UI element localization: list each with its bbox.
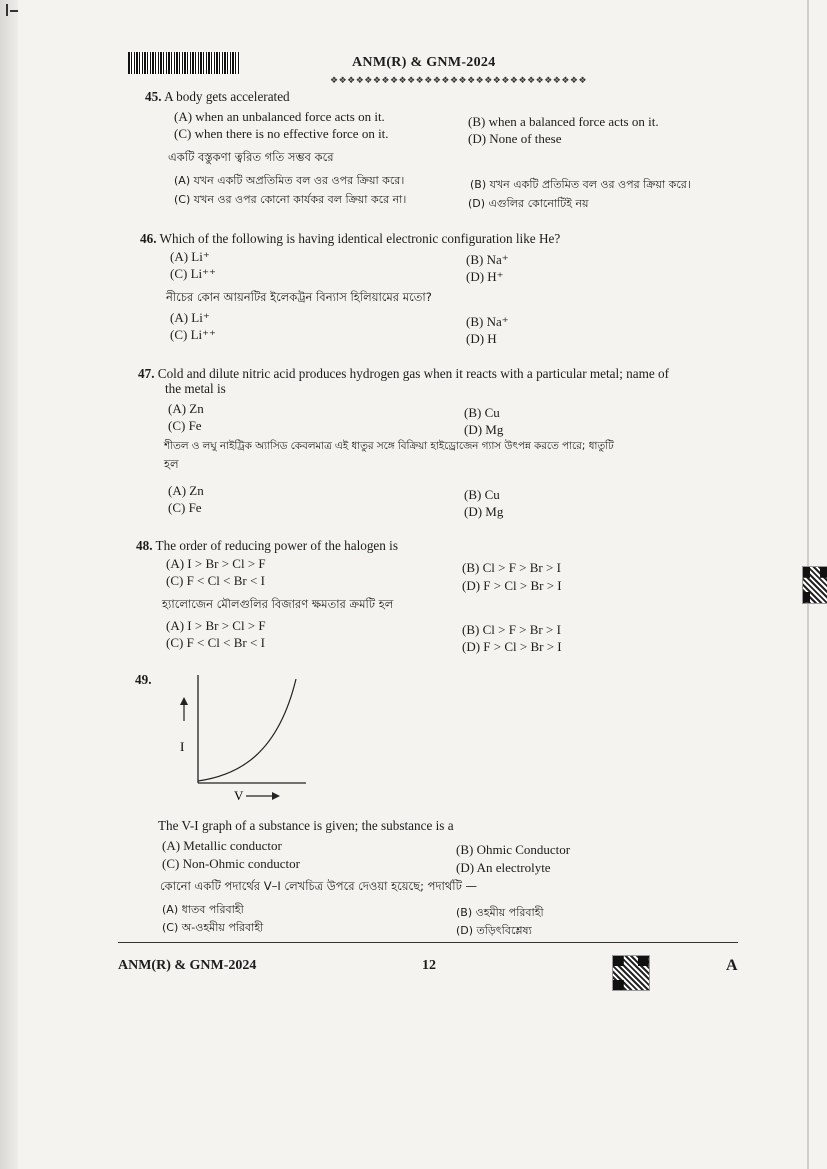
q45-bengali-option-c: (C) যখন ওর ওপর কোনো কার্যকর বল ক্রিয়া করে না। bbox=[174, 193, 407, 206]
q45-bengali-text: একটি বস্তুকণা ত্বরিত গতি সম্ভব করে bbox=[168, 150, 334, 164]
q49-bengali-text: কোনো একটি পদার্থের V–I লেখচিত্র উপরে দেওয়া হয়েছে; পদার্থটি — bbox=[160, 879, 478, 893]
q45-option-b: (B) when a balanced force acts on it. bbox=[468, 114, 659, 129]
q45-bengali-option-a: (A) যখন একটি অপ্রতিমিত বল ওর ওপর ক্রিয়া করে। bbox=[174, 174, 405, 187]
q47-option-d: (D) Mg bbox=[464, 422, 504, 437]
q46-option-d: (D) H⁺ bbox=[466, 269, 504, 284]
q48-option-c: (C) F < Cl < Br < I bbox=[166, 573, 265, 588]
q49-option-d: (D) An electrolyte bbox=[456, 860, 551, 875]
question-45 bbox=[145, 88, 290, 105]
header-ornament: ❖❖❖❖❖❖❖❖❖❖❖❖❖❖❖❖❖❖❖❖❖❖❖❖❖❖❖❖❖❖ bbox=[330, 75, 588, 85]
q48-bengali-option-d: (D) F > Cl > Br > I bbox=[462, 639, 562, 654]
y-arrow-head-icon bbox=[180, 697, 188, 705]
q48-bengali-option-b: (B) Cl > F > Br > I bbox=[462, 622, 561, 637]
q49-bengali-option-c: (C) অ-ওহমীয় পরিবাহী bbox=[162, 921, 264, 934]
q46-option-b: (B) Na⁺ bbox=[466, 252, 509, 267]
graph-y-label: I bbox=[180, 739, 185, 754]
q46-option-a: (A) Li⁺ bbox=[170, 249, 210, 264]
q49-option-a: (A) Metallic conductor bbox=[162, 838, 282, 853]
q46-option-c: (C) Li⁺⁺ bbox=[170, 266, 216, 281]
footer-exam-name: ANM(R) & GNM-2024 bbox=[118, 958, 257, 973]
q47-bengali-text-continued: হল bbox=[164, 457, 179, 471]
footer-set-code: A bbox=[726, 957, 738, 974]
side-qr-code bbox=[802, 566, 827, 604]
q45-bengali-option-d: (D) এগুলির কোনোটিই নয় bbox=[468, 197, 589, 210]
page-header-title: ANM(R) & GNM-2024 bbox=[352, 55, 496, 70]
q45-bengali-option-b: (B) যখন একটি প্রতিমিত বল ওর ওপর ক্রিয়া করে। bbox=[470, 178, 691, 191]
graph-x-label: V bbox=[234, 788, 244, 803]
q46-bengali-option-b: (B) Na⁺ bbox=[466, 314, 509, 329]
q47-option-b: (B) Cu bbox=[464, 405, 500, 420]
question-49-number: 49. bbox=[135, 672, 152, 687]
question-47-continued: the metal is bbox=[165, 381, 226, 396]
q48-bengali-option-c: (C) F < Cl < Br < I bbox=[166, 635, 265, 650]
q46-bengali-option-c: (C) Li⁺⁺ bbox=[170, 327, 216, 342]
scan-corner-mark bbox=[10, 10, 18, 12]
question-number: 45. bbox=[145, 89, 162, 104]
q47-option-a: (A) Zn bbox=[168, 401, 204, 416]
question-text: The order of reducing power of the halogen is bbox=[155, 538, 398, 553]
q46-bengali-text: নীচের কোন আয়নটির ইলেকট্রন বিন্যাস হিলিয়ামের মতো? bbox=[166, 290, 432, 304]
question-46 bbox=[140, 230, 560, 247]
question-number: 48. bbox=[136, 538, 153, 553]
q45-option-c: (C) when there is no effective force on it. bbox=[174, 126, 389, 141]
q47-bengali-option-d: (D) Mg bbox=[464, 504, 504, 519]
footer-qr-code bbox=[612, 955, 650, 991]
question-number: 46. bbox=[140, 231, 157, 246]
q48-option-d: (D) F > Cl > Br > I bbox=[462, 578, 562, 593]
question-text: A body gets accelerated bbox=[164, 89, 290, 104]
scan-corner-mark bbox=[6, 4, 8, 16]
v-i-graph bbox=[170, 665, 310, 805]
footer-page-number: 12 bbox=[422, 958, 436, 973]
question-text: Cold and dilute nitric acid produces hydrogen gas when it reacts with a particular metal; name of bbox=[157, 366, 669, 381]
question-text: Which of the following is having identical electronic configuration like He? bbox=[159, 231, 561, 246]
q45-option-d: (D) None of these bbox=[468, 131, 562, 146]
q47-bengali-option-c: (C) Fe bbox=[168, 500, 202, 515]
question-number: 47. bbox=[138, 366, 155, 381]
q45-option-a: (A) when an unbalanced force acts on it. bbox=[174, 109, 385, 124]
q49-bengali-option-b: (B) ওহমীয় পরিবাহী bbox=[456, 906, 544, 919]
q47-option-c: (C) Fe bbox=[168, 418, 202, 433]
q49-bengali-option-a: (A) ধাতব পরিবাহী bbox=[162, 903, 244, 916]
graph-curve bbox=[198, 679, 296, 781]
q48-bengali-text: হ্যালোজেন মৌলগুলির বিজারণ ক্ষমতার ক্রমটি হল bbox=[162, 597, 394, 611]
footer-rule bbox=[118, 942, 738, 943]
q48-option-a: (A) I > Br > Cl > F bbox=[166, 556, 266, 571]
q46-bengali-option-a: (A) Li⁺ bbox=[170, 310, 210, 325]
q47-bengali-option-a: (A) Zn bbox=[168, 483, 204, 498]
q49-option-c: (C) Non-Ohmic conductor bbox=[162, 856, 300, 871]
q48-option-b: (B) Cl > F > Br > I bbox=[462, 560, 561, 575]
barcode bbox=[128, 52, 240, 74]
q47-bengali-option-b: (B) Cu bbox=[464, 487, 500, 502]
q49-bengali-option-d: (D) তড়িৎবিশ্লেষ্য bbox=[456, 924, 532, 937]
question-49-text: The V-I graph of a substance is given; the substance is a bbox=[158, 818, 454, 833]
q47-bengali-text: শীতল ও লঘু নাইট্রিক অ্যাসিড কেবলমাত্র এই ধাতুর সঙ্গে বিক্রিয়া হাইড্রোজেন গ্যাস উৎপন্ন করতে পারে; ধাতুটি bbox=[164, 440, 614, 452]
q46-bengali-option-d: (D) H bbox=[466, 331, 497, 346]
page-binding-edge bbox=[0, 0, 18, 1169]
q48-bengali-option-a: (A) I > Br > Cl > F bbox=[166, 618, 266, 633]
x-arrow-head-icon bbox=[272, 792, 280, 800]
q49-option-b: (B) Ohmic Conductor bbox=[456, 842, 571, 857]
question-48 bbox=[136, 537, 398, 554]
